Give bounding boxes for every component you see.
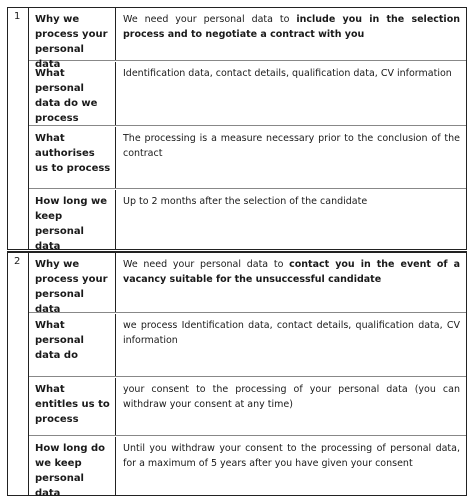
table-row bbox=[29, 253, 466, 313]
value-emphasis: contact you in the event of a vacancy suitable for the unsuccessful candidate bbox=[123, 259, 460, 285]
section-number: 2 bbox=[8, 253, 29, 495]
row-value bbox=[116, 127, 466, 188]
table-row bbox=[29, 378, 466, 436]
section-number: 1 bbox=[8, 8, 29, 249]
value-text: your consent to the processing of your personal data (you can withdraw your consent at any time) bbox=[123, 384, 460, 410]
table-row bbox=[29, 437, 466, 499]
row-value bbox=[116, 378, 466, 435]
row-value bbox=[116, 437, 466, 495]
table-row bbox=[29, 314, 466, 377]
section-2 bbox=[7, 251, 467, 499]
table-row bbox=[29, 127, 466, 189]
value-text: Up to 2 months after the selection of the candidate bbox=[123, 196, 368, 207]
value-text: We need your personal data to bbox=[123, 14, 297, 25]
data-processing-table bbox=[7, 7, 467, 499]
table-row bbox=[29, 62, 466, 126]
row-label: Why we process your personal data bbox=[29, 8, 116, 60]
row-label: How long we keep personal data bbox=[29, 190, 116, 249]
value-text: The processing is a measure necessary prior to the conclusion of the contract bbox=[123, 133, 460, 159]
row-value bbox=[116, 62, 466, 125]
row-label: How long do we keep personal data bbox=[29, 437, 116, 495]
value-text: Until you withdraw your consent to the processing of personal data, for a maximum of 5 years after you have given your consent bbox=[123, 443, 460, 469]
row-value bbox=[116, 8, 466, 60]
row-label: What personal data do bbox=[29, 314, 116, 376]
row-value bbox=[116, 253, 466, 312]
section-1 bbox=[7, 7, 467, 250]
value-text: We need your personal data to bbox=[123, 259, 290, 270]
row-label: What entitles us to process bbox=[29, 378, 116, 435]
row-value bbox=[116, 190, 466, 249]
row-label: What authorises us to process bbox=[29, 127, 116, 188]
row-label: Why we process your personal data bbox=[29, 253, 116, 312]
table-row bbox=[29, 8, 466, 70]
row-value bbox=[116, 314, 466, 376]
value-emphasis: include you in the selection process and to negotiate a contract with you bbox=[123, 14, 460, 40]
row-label: What personal data do we process bbox=[29, 62, 116, 125]
table-row bbox=[29, 190, 466, 252]
value-text: we process Identification data, contact details, qualification data, CV information bbox=[123, 320, 460, 346]
value-text: Identification data, contact details, qualification data, CV information bbox=[123, 68, 452, 79]
